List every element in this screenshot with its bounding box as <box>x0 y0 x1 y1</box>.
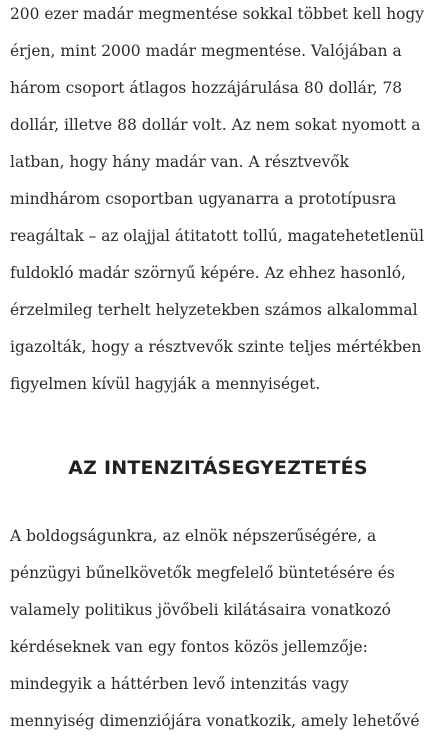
text-line: latban, hogy hány madár van. A résztvevők <box>10 153 349 171</box>
text-line: reagáltak – az olajjal átitatott tollú, magatehetetlenül <box>10 227 424 245</box>
text-line: mindegyik a háttérben levő intenzitás vagy <box>10 675 349 693</box>
text-line: mennyiség dimenziójára vonatkozik, amely lehetővé <box>10 712 420 730</box>
text-line: pénzügyi bűnelkövetők megfelelő büntetésére és <box>10 564 395 582</box>
body-paragraph-1 <box>10 0 424 403</box>
text-line: kérdéseknek van egy fontos közös jellemzője: <box>10 638 368 656</box>
text-line: A boldogságunkra, az elnök népszerűségére, a <box>10 527 377 545</box>
text-line: érzelmileg terhelt helyzetekben számos alkalommal <box>10 301 418 319</box>
text-line: igazolták, hogy a résztvevők szinte teljes mértékben <box>10 338 422 356</box>
text-line: figyelmen kívül hagyják a mennyiséget. <box>10 375 321 393</box>
text-line: három csoport átlagos hozzájárulása 80 dollár, 78 <box>10 79 403 97</box>
section-heading: AZ INTENZITÁSEGYEZTETÉS <box>68 457 368 479</box>
text-line: fuldokló madár szörnyű képére. Az ehhez hasonló, <box>10 264 406 282</box>
text-line: valamely politikus jövőbeli kilátásaira vonatkozó <box>10 601 391 619</box>
text-line: 200 ezer madár megmentése sokkal többet kell hogy <box>10 5 424 23</box>
body-paragraph-2 <box>10 518 424 740</box>
text-line: dollár, illetve 88 dollár volt. Az nem sokat nyomott a <box>10 116 421 134</box>
text-line: érjen, mint 2000 madár megmentése. Valójában a <box>10 42 402 60</box>
text-line: mindhárom csoportban ugyanarra a prototípusra <box>10 190 397 208</box>
